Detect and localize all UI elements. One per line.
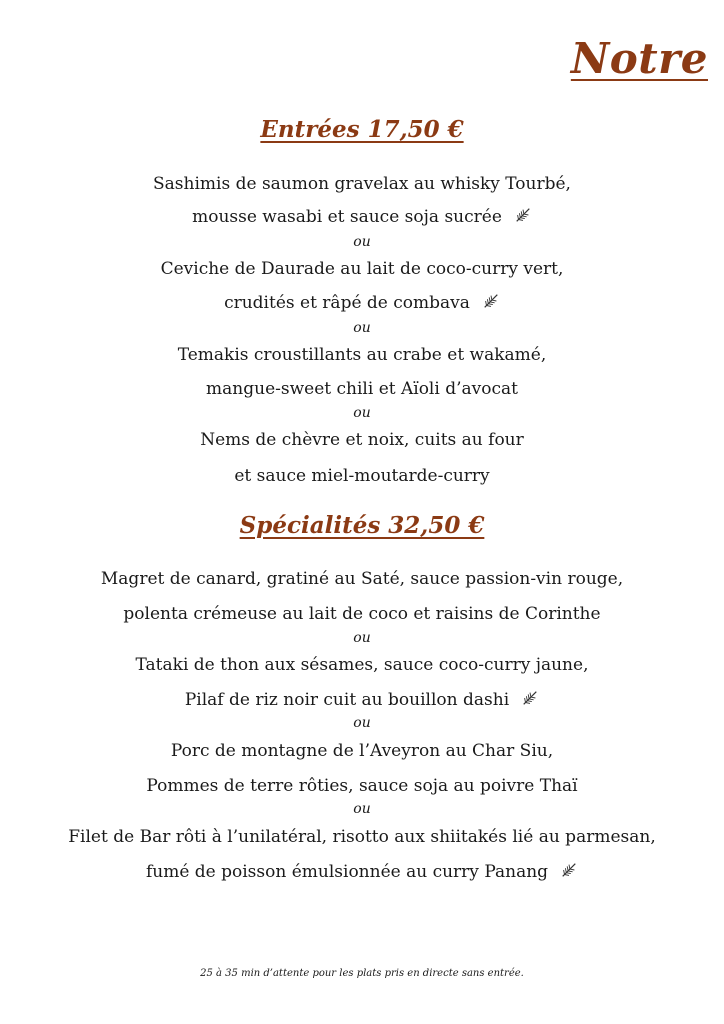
leaf-icon (482, 292, 500, 310)
page-title: Notre (570, 34, 708, 83)
dish-line: Temakis croustillants au crabe et wakamé, (177, 345, 547, 365)
footer-note: 25 à 35 min d’attente pour les plats pris en directe sans entrée. (200, 968, 524, 979)
leaf-icon (514, 206, 532, 224)
dish-line: Pommes de terre rôties, sauce soja au poivre Thaï (146, 776, 578, 796)
separator-ou: ou (353, 405, 371, 421)
dish-line: crudités et râpé de combava (0, 292, 724, 314)
section-heading-entrees: Entrées 17,50 € (260, 116, 464, 143)
separator-ou: ou (353, 320, 371, 336)
separator-ou: ou (353, 801, 371, 817)
dish-line: Sashimis de saumon gravelax au whisky Tourbé, (153, 174, 571, 194)
leaf-icon (560, 861, 578, 879)
dish-line: Nems de chèvre et noix, cuits au four (200, 430, 524, 450)
dish-line: Porc de montagne de l’Aveyron au Char Siu, (170, 741, 554, 761)
dish-line: Pilaf de riz noir cuit au bouillon dashi (0, 689, 724, 711)
dish-line: fumé de poisson émulsionnée au curry Panang (0, 861, 724, 883)
separator-ou: ou (353, 234, 371, 250)
dish-line: et sauce miel-moutarde-curry (234, 466, 490, 486)
dish-line: mousse wasabi et sauce soja sucrée (0, 206, 724, 228)
section-heading-specialites: Spécialités 32,50 € (239, 512, 485, 539)
separator-ou: ou (353, 715, 371, 731)
dish-line: Filet de Bar rôti à l’unilatéral, risotto aux shiitakés lié au parmesan, (68, 827, 656, 847)
dish-line: polenta crémeuse au lait de coco et raisins de Corinthe (123, 604, 601, 624)
dish-line: Ceviche de Daurade au lait de coco-curry vert, (160, 259, 564, 279)
separator-ou: ou (353, 630, 371, 646)
leaf-icon (521, 689, 539, 707)
dish-line: mangue-sweet chili et Aïoli d’avocat (206, 379, 518, 399)
dish-line: Magret de canard, gratiné au Saté, sauce passion-vin rouge, (100, 569, 624, 589)
dish-line: Tataki de thon aux sésames, sauce coco-curry jaune, (135, 655, 589, 675)
